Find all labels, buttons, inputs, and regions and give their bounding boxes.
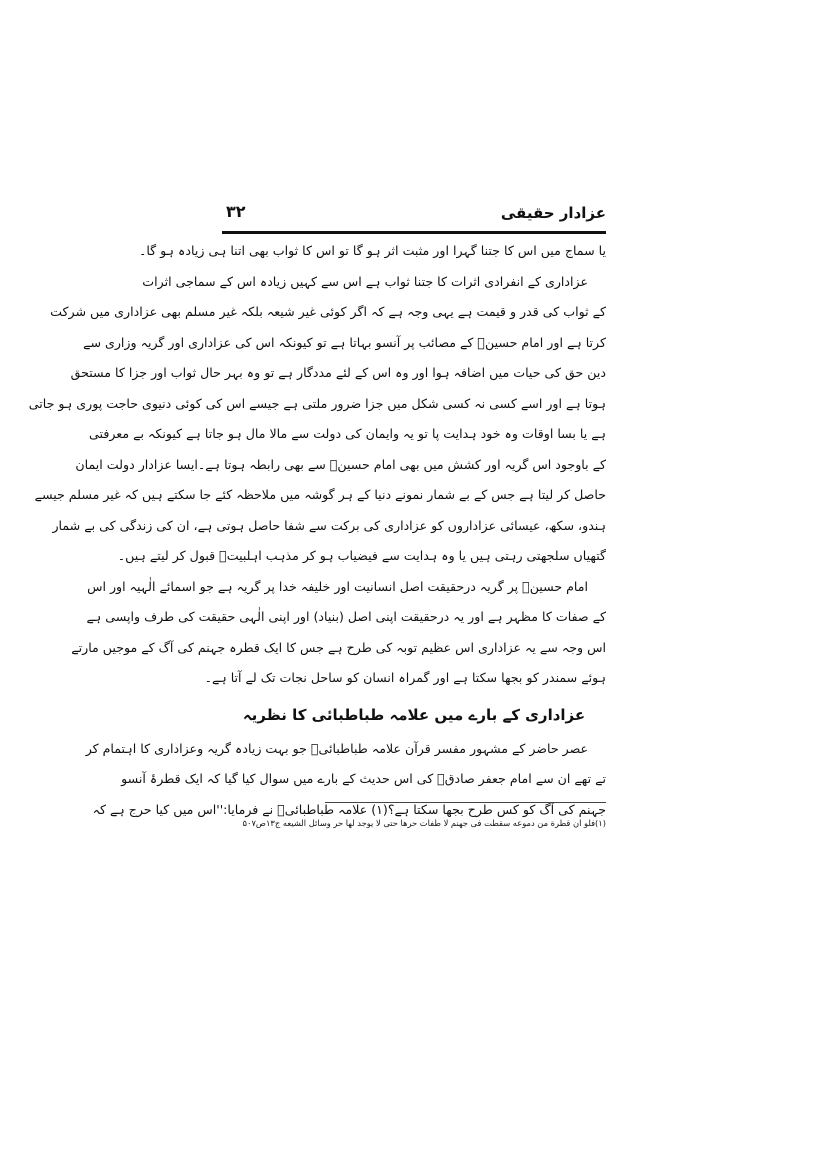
text-line: عزاداری کے انفرادی اثرات کا جتنا ثواب ہے اس سے کہیں زیادہ اس کے سماجی اثرات [142, 273, 588, 289]
text-line: کے ثواب کی قدر و قیمت ہے یہی وجہ ہے کہ اگر کوئی غیر شیعہ بلکہ غیر مسلم بھی عزاداری میں شرکت [50, 304, 606, 319]
text-line: کرتا ہے اور امام حسینؑ کے مصائب پر آنسو بہاتا ہے تو کیونکہ اس کی عزاداری اور گریہ وزاری سے [83, 334, 606, 350]
text-line: تے تھے ان سے امام جعفر صادقؑ کی اس حدیث کے بارے میں سوال کیا گیا کہ ایک قطرۂ آنسو [121, 771, 606, 786]
text-line: ہے یا بسا اوقات وہ خود ہدایت پا تو یہ وایمان کی دولت سے مالا مال ہو جاتا ہے کیونکہ بے معرفتی [89, 426, 606, 441]
body-text [28, 236, 606, 825]
section-heading: عزاداری کے بارے میں علامہ طباطبائی کا نظریہ [242, 705, 586, 724]
footnote: (۱)فلو ان قطرة من دموعه سقطت فی جهنم لا طفات حرها حتی لا يوجد لها حر وسائل الشيعه ج۱۳ص۵۰۷ [242, 818, 606, 828]
page-number: ۳۲ [226, 202, 246, 221]
text-line: گتھیاں سلجھتی رہتی ہیں یا وہ ہدایت سے فیضیاب ہو کر مذہب اہلبیتؑ قبول کر لیتے ہیں۔ [117, 548, 606, 563]
text-line: دین حق کی حیات میں اضافہ ہوا اور وہ اس کے لئے مددگار ہے تو وہ بہر حال ثواب اور جزا کا مستحق [70, 365, 606, 380]
text-line: عصر حاضر کے مشہور مفسر قرآن علامہ طباطبائیؒ جو بہت زیادہ گریہ وعزاداری کا اہتمام کر [85, 740, 588, 756]
running-title: عزادار حقیقی [500, 204, 606, 222]
footnote-rule [325, 802, 606, 803]
text-line: ہندو، سکھ، عیسائی عزاداروں کو عزاداری کی برکت سے شفا حاصل ہوتی ہے، ان کی زندگی کی بے شمار [52, 517, 606, 533]
text-line: حاصل کر لیتا ہے جس کے بے شمار نمونے دنیا کے ہر گوشہ میں ملاحظہ کئے جا سکتے ہیں کہ غیر مسلم جیسے [34, 487, 606, 502]
text-line: امام حسینؑ پر گریہ درحقیقت اصل انسانیت اور خلیفہ خدا پر گریہ ہے جو اسمائے الٰہیہ اور اس [87, 578, 588, 594]
text-line: ہوتا ہے اور اسے کسی نہ کسی شکل میں جزا ضرور ملتی ہے جیسے اس کی کوئی دنیوی حاجت پوری ہو جاتی [28, 395, 606, 411]
text-line: اس وجہ سے یہ عزاداری اس عظیم توبہ کی طرح ہے جس کا ایک قطرہ جہنم کی آگ کے موجیں مارتے [71, 639, 606, 655]
header-rule [222, 231, 606, 234]
text-line: کے صفات کا مظہر ہے اور یہ درحقیقت اپنی اصل (بنیاد) اور اپنی الٰہی حقیقت کی طرف واپسی ہے [86, 609, 606, 624]
text-line: ہوئے سمندر کو بجھا سکتا ہے اور گمراہ انسان کو ساحل نجات تک لے آتا ہے۔ [204, 670, 606, 685]
text-line: یا سماج میں اس کا جتنا گہرا اور مثبت اثر ہو گا تو اس کا ثواب بھی اتنا ہی زیادہ ہو گا۔ [138, 243, 606, 258]
text-line: جہنم کی آگ کو کس طرح بجھا سکتا ہے؟(۱) علامہ طباطبائیؒ نے فرمایا:''اس میں کیا حرج ہے کہ [92, 801, 606, 817]
text-line: کے باوجود اس گریہ اور کشش میں بھی امام حسینؑ سے بھی رابطہ ہوتا ہے۔ایسا عزادار دولت ایمان [75, 456, 606, 472]
page-header [222, 200, 606, 230]
